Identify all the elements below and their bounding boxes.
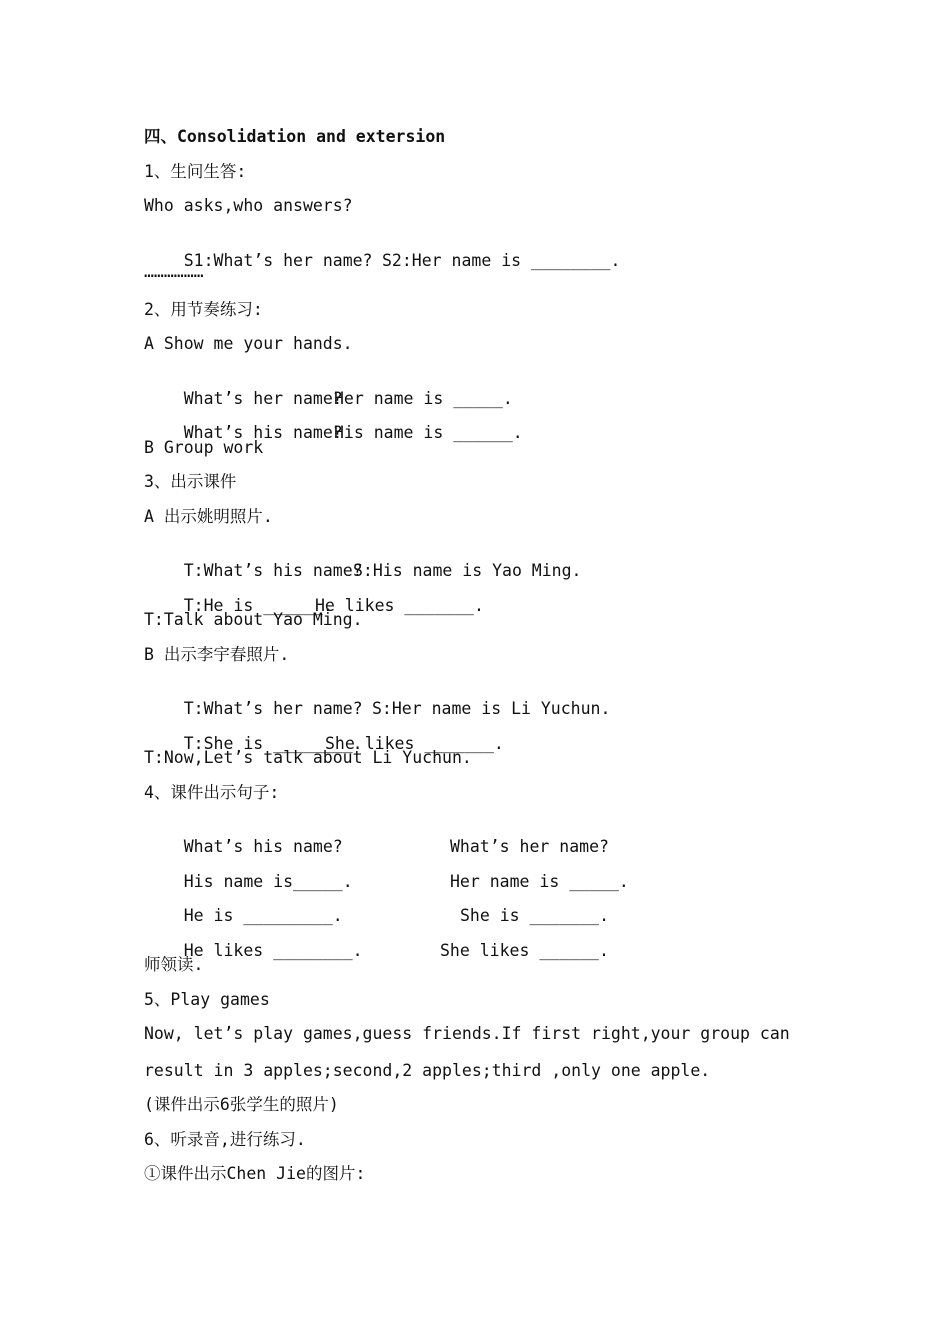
text-line: T:Now,Let’s talk about Li Yuchun. <box>144 748 472 767</box>
question: What’s his name? <box>183 423 343 442</box>
section-5-heading: 5、Play games <box>144 990 270 1009</box>
her-column: She likes ______. <box>440 941 609 960</box>
teacher-line: He likes _______. <box>315 596 484 615</box>
text-line: Now, let’s play games,guess friends.If first right,your group can <box>144 1024 790 1043</box>
student-line: S:Her name is Li Yuchun. <box>372 699 611 718</box>
text-line: 师领读. <box>144 955 204 974</box>
his-column: He likes ________. <box>183 941 363 960</box>
answer: His name is ______. <box>334 423 523 442</box>
section-4-heading: 4、课件出示句子: <box>144 783 280 802</box>
question: What’s her name? <box>183 389 343 408</box>
section-title: 四、Consolidation and extersion <box>144 127 446 146</box>
text-line: B Group work <box>144 438 264 457</box>
text-line: result in 3 apples;second,2 apples;third ,only one apple. <box>144 1061 711 1080</box>
section-2-heading: 2、用节奏练习: <box>144 300 263 319</box>
text-line: T:Talk about Yao Ming. <box>144 610 363 629</box>
her-column: What’s her name? <box>450 837 609 856</box>
text-line <box>144 231 621 291</box>
her-column: Her name is _____. <box>450 872 629 891</box>
answer: Her name is _____. <box>334 389 513 408</box>
section-1-heading: 1、生问生答: <box>144 162 247 181</box>
his-column: His name is_____. <box>183 872 353 891</box>
text-line: B 出示李宇春照片. <box>144 645 290 664</box>
teacher-line: T:What’s her name? <box>183 699 363 718</box>
her-column: She is _______. <box>460 906 610 925</box>
dialogue-s2: S2:Her name is ________. <box>382 251 621 270</box>
teacher-line: T:What’s his name? <box>183 561 363 580</box>
teacher-line: She likes _______. <box>325 734 504 753</box>
text-line: A Show me your hands. <box>144 334 353 353</box>
teacher-line: T:She is ________. <box>183 734 363 753</box>
text-line: A 出示姚明照片. <box>144 507 273 526</box>
section-6-heading: 6、听录音,进行练习. <box>144 1130 306 1149</box>
text-line: ①课件出示Chen Jie的图片: <box>144 1164 366 1183</box>
text-line: (课件出示6张学生的照片) <box>144 1095 339 1114</box>
text-line: Who asks,who answers? <box>144 196 353 215</box>
his-column: He is _________. <box>183 906 343 925</box>
student-line: S:His name is Yao Ming. <box>353 561 582 580</box>
teacher-line: T:He is ______. <box>183 596 333 615</box>
ellipsis-line: ……………… <box>144 262 204 281</box>
his-column: What’s his name? <box>183 837 343 856</box>
section-3-heading: 3、出示课件 <box>144 472 237 491</box>
dialogue-s1: S1:What’s her name? <box>183 251 373 270</box>
